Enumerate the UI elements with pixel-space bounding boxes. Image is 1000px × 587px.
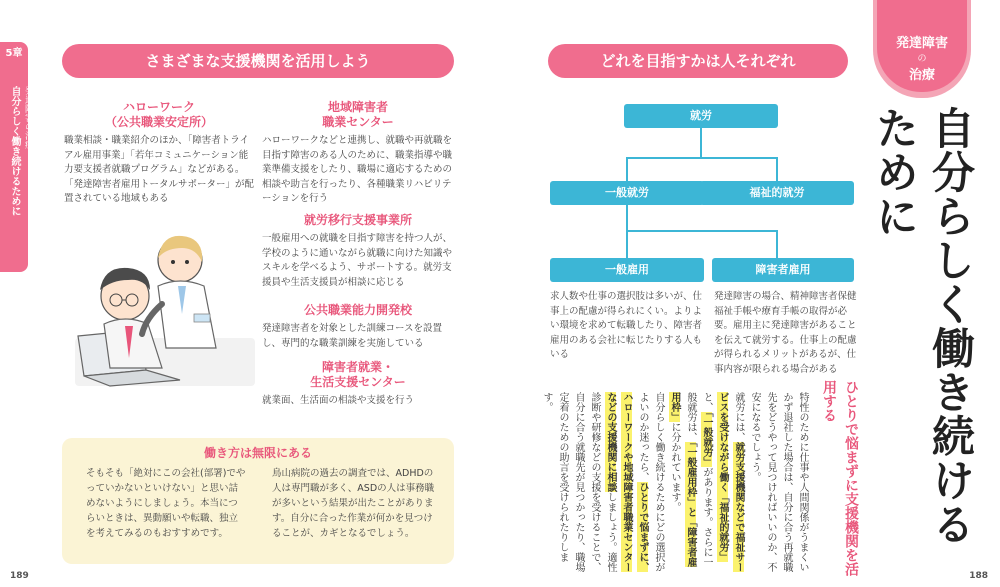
chiiki-subtitle: 職業センター: [322, 115, 394, 129]
connector-general-stem: [626, 205, 628, 231]
right-col-3b: に分かれています。: [669, 422, 680, 512]
workers-illustration: [70, 218, 260, 393]
connector-root-left: [626, 157, 628, 181]
nouryoku-block: [262, 303, 454, 351]
connector-root-right: [776, 157, 778, 181]
ikou-block: [262, 213, 454, 290]
node-root: 就労: [624, 104, 778, 128]
node-general: 一般就労: [550, 181, 704, 205]
right-col-4-highlight: ひとりで悩まずに、ハローワークや地域障害者職業センターなどの支援機関に相談: [605, 392, 648, 572]
page-number-left: 189: [10, 571, 29, 581]
connector-general-left: [626, 230, 628, 258]
tip-column-1: そもそも「絶対にこの会社(部署)でやっていかないといけない」と思い詰めないようにしましょう。本当につらいときは、異動願いや転職、独立を考えてみるのもおすすめです。: [86, 468, 246, 539]
hellowork-body: 職業相談・職業紹介のほか、「障害者トライアル雇用事業」「若年コミュニケーション能力要支援者就職プログラム」などがある。「発達障害者雇用トータルサポーター」が配置されている地域もある: [64, 135, 255, 204]
chapter-badge-inner: [877, 0, 967, 92]
chiiki-title: 地域障害者: [327, 100, 388, 114]
seikatsu-subtitle: 生活支援センター: [310, 375, 406, 389]
connector-root-bar: [626, 157, 778, 159]
disabled-employment-desc: 発達障害の場合、精神障害者保健福祉手帳や療育手帳の取得が必要。雇用主に発達障害があることを伝えて就労する。仕事上の配慮が得られるメリットがあるが、仕事内容が限られる場合がある: [714, 291, 857, 375]
right-col-2b: と、: [701, 392, 712, 412]
tip-box: [62, 438, 454, 564]
right-heading: どれを目指すかは人それぞれ: [548, 44, 848, 78]
hellowork-title: ハローワーク: [122, 100, 195, 114]
left-heading: さまざまな支援機関を活用しよう: [62, 44, 454, 78]
nouryoku-title: 公共職業能力開発校: [303, 303, 412, 317]
ikou-body: 一般雇用への就職を目指す障害を持つ人が、学校のように通いながら就職に向けた知識やスキルを学べるよう、サポートする。就労支援員や生活支援員が相談に応じる: [262, 233, 453, 288]
badge-line-2: の: [917, 54, 927, 64]
right-col-4b: しましょう。適性診断や研修などの支援を受けることで、自分に合う就職先が見つかったり、職場定着のための助言を受けられたりします。: [541, 392, 616, 572]
connector-general-right: [776, 230, 778, 258]
chapter-badge: [873, 0, 971, 98]
right-col-1: 特性のために仕事や人間関係がうまくいかず退社した場合は、自分に合う再就職先をどうやって見つければいいのか、不安になるでしょう。: [749, 392, 808, 572]
right-col-3a: す。さらに一般就労は、: [685, 392, 712, 567]
connector-root-stem: [700, 128, 702, 158]
nouryoku-body: 発達障害者を対象とした訓練コースを設置し、専門的な職業訓練を実施している: [262, 323, 443, 349]
sidebar-section: [7, 86, 35, 216]
connector-general-bar: [626, 230, 778, 232]
main-title: 自分らしく働き続けるために: [869, 106, 975, 546]
general-employment-desc: 求人数や仕事の選択肢は多いが、仕事上の配慮が得られにくい。よりよい環境を求めて転職したり、障害者雇用のある会社に転じたりする人もいる: [550, 291, 703, 360]
node-welfare: 福祉的就労: [700, 181, 854, 205]
hellowork-block: [64, 100, 254, 207]
sidebar-section-name: 発達障害の治療: [23, 86, 33, 149]
seikatsu-title: 障害者就業・: [321, 360, 394, 374]
badge-line-3: 治療: [908, 68, 935, 83]
seikatsu-block: [262, 360, 454, 409]
right-col-2a: 就労には、: [733, 392, 744, 442]
seikatsu-body: 就業面、生活面の相談や支援を行う: [262, 395, 415, 406]
chapter-number: 5章: [5, 48, 23, 59]
right-col-3-highlight: 「一般雇用枠」と「障害者雇用枠」: [669, 392, 696, 567]
sidebar-section-title: 自分らしく働き続けるために: [9, 86, 20, 216]
page-number-right: 188: [969, 571, 988, 581]
hellowork-subtitle: （公共職業安定所）: [104, 115, 213, 129]
badge-line-1: 発達障害: [895, 36, 948, 51]
right-subheading: ひとりで悩まずに支援機関を活用する: [821, 380, 859, 576]
node-general-employment: 一般雇用: [550, 258, 704, 282]
right-col-2c: がありま: [701, 467, 712, 507]
chapter-sidebar: [0, 42, 33, 272]
ikou-title: 就労移行支援事業所: [303, 213, 412, 227]
chiiki-block: [262, 100, 454, 207]
right-col-4: 自分らしく働き続けるためにどの選択がよいのか迷ったら、: [637, 392, 664, 572]
tip-title: 働き方は無限にある: [203, 446, 312, 460]
right-col-2-highlight-2: 「一般就労」: [701, 412, 712, 467]
right-body-text: [541, 392, 810, 572]
tip-column-2: 鳥山病院の過去の調査では、ADHDの人は専門職が多く、ASDの人は事務職が多いという結果が出たことがあります。自分に合った作業が何かを見つけることが、カギとなるでしょう。: [272, 468, 435, 539]
node-disabled-employment: 障害者雇用: [712, 258, 854, 282]
right-col-2-highlight: 就労支援機関などで福祉サービスを受けながら働く「福祉的就労」: [717, 392, 744, 572]
chiiki-body: ハローワークなどと連携し、就職や再就職を目指す障害のある人のために、職業指導や職業準備支援をしたり、職場に適応するための相談や助言を行ったり、各種職業リハビリテーションを行う: [262, 135, 453, 204]
